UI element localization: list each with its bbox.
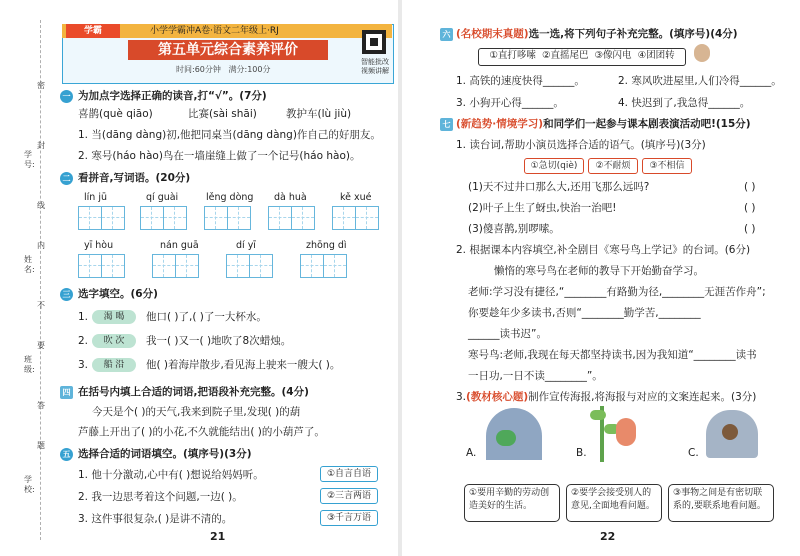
pinyin-label: qí guài <box>146 192 179 203</box>
section-number: 四 <box>60 386 73 399</box>
mood-option: ②不耐烦 <box>588 158 638 174</box>
write-box[interactable] <box>78 254 102 278</box>
pinyin-label: lín jū <box>84 192 107 203</box>
write-box[interactable] <box>101 206 125 230</box>
write-box[interactable] <box>332 206 356 230</box>
qr-caption: 智能批改 视频讲解 <box>361 58 389 75</box>
girl-icon <box>616 418 636 446</box>
mood-option: ③不相信 <box>642 158 692 174</box>
answer-paren: ( ) <box>744 202 756 214</box>
question-line: 2. 寒风吹进屋里,人们冷得______。 <box>618 75 782 87</box>
answer-paren: ( ) <box>744 223 756 235</box>
section-number: 一 <box>60 90 73 103</box>
write-box[interactable] <box>227 206 251 230</box>
dog-icon <box>694 44 710 62</box>
pinyin-label: kě xué <box>340 192 372 203</box>
write-box[interactable] <box>268 206 292 230</box>
seal-line <box>40 20 41 540</box>
qr-code-dot <box>370 38 378 46</box>
sub-question: 2. 根据课本内容填空,补全剧目《寒号鸟上学记》的台词。(6分) <box>456 244 751 256</box>
dialogue-line: (2)叶子上生了蚜虫,快治一治吧! <box>468 202 617 214</box>
question-line: 3. 这件事很复杂,( )是讲不清的。 <box>78 513 233 525</box>
section-title: (新趋势·情境学习)和同学们一起参与课本剧表演活动吧!(15分) <box>456 118 751 130</box>
word-item: 比赛(sài shāi) <box>188 108 257 120</box>
paragraph-line: ______读书迟”。 <box>468 328 547 340</box>
word-option: ②三言两语 <box>320 488 378 504</box>
section-number: 二 <box>60 172 73 185</box>
sidebar-school-label: 学校: <box>24 475 35 494</box>
write-box[interactable] <box>78 206 102 230</box>
pinyin-label: nán guā <box>160 240 199 251</box>
dialogue-line: (3)傻喜鹊,别啰嗦。 <box>468 223 560 235</box>
paragraph-line: 一日功,一日不读________”。 <box>468 370 603 382</box>
write-box[interactable] <box>355 206 379 230</box>
sub-question-3: 3.(教材核心题)制作宣传海报,将海报与对应的文案连起来。(3分) <box>456 391 757 403</box>
question-line: 2. 我一边思考着这个问题,一边( )。 <box>78 491 243 503</box>
seal-mark: 密 <box>37 81 45 90</box>
caption-box: ③事物之间是有密切联系的,要联系地看问题。 <box>668 484 774 522</box>
question-line: 他( )着海岸散步,看见海上驶来一艘大( )。 <box>146 359 341 371</box>
page-number-right: 22 <box>600 530 616 543</box>
image-label: B. <box>576 447 587 459</box>
options-bar: ①直打哆嗦 ②直摇尾巴 ③像闪电 ④团团转 <box>478 48 686 66</box>
write-box[interactable] <box>226 254 250 278</box>
section-title: 为加点字选择正确的读音,打“√”。(7分) <box>78 90 267 102</box>
sidebar-id-label: 学号: <box>24 150 35 169</box>
section-number: 五 <box>60 448 73 461</box>
question-line: 1. 他十分激动,心中有( )想说给妈妈听。 <box>78 469 264 481</box>
seal-mark: 线 <box>37 201 45 210</box>
time-info: 时间:60分钟 满分:100分 <box>176 65 271 74</box>
page-spine <box>398 0 402 556</box>
sub-question: 1. 读台词,帮助小演员选择合适的语气。(填序号)(3分) <box>456 139 706 151</box>
bird-icon <box>722 424 738 440</box>
page-title: 第五单元综合素养评价 <box>128 40 328 60</box>
section-title: 选择合适的词语填空。(填序号)(3分) <box>78 448 252 460</box>
pinyin-label: yī hòu <box>84 240 114 251</box>
write-box[interactable] <box>163 206 187 230</box>
section-title: 选字填空。(6分) <box>78 288 158 300</box>
char-options: 吹 次 <box>92 334 136 348</box>
page-number-left: 21 <box>210 530 226 543</box>
sidebar-name-label: 姓名: <box>24 255 35 274</box>
pinyin-label: dí yī <box>236 240 256 251</box>
write-box[interactable] <box>101 254 125 278</box>
word-item: 喜鹊(què qiāo) <box>78 108 153 120</box>
seal-mark: 答 <box>37 401 45 410</box>
question-number: 3. <box>78 359 89 371</box>
question-line: 4. 快迟到了,我急得______。 <box>618 97 751 109</box>
paragraph-line: 芦藤上开出了( )的小花,不久就能结出( )的小葫芦了。 <box>78 426 325 438</box>
question-line: 2. 寒号(háo hào)鸟在一墙崖缝上做了一个记号(háo hào)。 <box>78 150 361 162</box>
series-title: 小学学霸冲A卷·语文二年级上·RJ <box>150 26 279 36</box>
paragraph-line: 你要趁年少多读书,否则“________勤学苦,________ <box>468 307 701 319</box>
write-box[interactable] <box>175 254 199 278</box>
paragraph-line: 寒号鸟:老师,我现在每天都坚持读书,因为我知道“________读书 <box>468 349 757 361</box>
frog-icon <box>496 430 516 446</box>
word-option: ③千言万语 <box>320 510 378 526</box>
section-number: 三 <box>60 288 73 301</box>
section-title: 在括号内填上合适的词语,把语段补充完整。(4分) <box>78 386 309 398</box>
char-options: 渴 喝 <box>92 310 136 324</box>
write-box[interactable] <box>140 206 164 230</box>
section-number: 六 <box>440 28 453 41</box>
word-option: ①自言自语 <box>320 466 378 482</box>
section-title: 看拼音,写词语。(20分) <box>78 172 191 184</box>
paragraph-line: 老师:学习没有捷径,“________有路勤为径,________无涯苦作舟”; <box>468 286 766 298</box>
dialogue-line: (1)天不过井口那么大,还用飞那么远吗? <box>468 181 650 193</box>
seal-mark: 封 <box>37 141 45 150</box>
section-title: (名校期末真题)选一选,将下列句子补充完整。(填序号)(4分) <box>456 28 738 40</box>
pinyin-label: zhōng dì <box>306 240 347 251</box>
write-box[interactable] <box>204 206 228 230</box>
char-options: 船 沿 <box>92 358 136 372</box>
write-box[interactable] <box>291 206 315 230</box>
paragraph-line: 懒惰的寒号鸟在老师的教导下开始勤奋学习。 <box>494 265 704 277</box>
brand-logo: 学霸 <box>66 24 120 38</box>
seal-mark: 要 <box>37 341 45 350</box>
question-line: 1. 当(dāng dàng)初,他把同桌当(dāng dàng)作自己的好朋友。 <box>78 129 381 141</box>
seal-mark: 内 <box>37 241 45 250</box>
word-item: 教护车(lù jiù) <box>286 108 352 120</box>
question-line: 3. 小狗开心得______。 <box>456 97 564 109</box>
question-number: 1. <box>78 311 89 323</box>
question-line: 他口( )了,( )了一大杯水。 <box>146 311 267 323</box>
write-box[interactable] <box>152 254 176 278</box>
question-number: 2. <box>78 335 89 347</box>
question-line: 1. 高铁的速度快得______。 <box>456 75 585 87</box>
caption-box: ①要用辛勤的劳动创造美好的生活。 <box>464 484 560 522</box>
seal-mark: 题 <box>37 441 45 450</box>
image-label: A. <box>466 447 477 459</box>
paragraph-line: 今天是个( )的天气,我来到院子里,发现( )的葫 <box>92 406 301 418</box>
sidebar-class-label: 班级: <box>24 355 35 374</box>
image-label: C. <box>688 447 699 459</box>
write-box[interactable] <box>323 254 347 278</box>
mood-option: ①急切(qiè) <box>524 158 584 174</box>
leaf-icon <box>590 410 606 420</box>
write-box[interactable] <box>300 254 324 278</box>
pinyin-label: dà huà <box>274 192 307 203</box>
section-number: 七 <box>440 118 453 131</box>
question-line: 我一( )又一( )地吹了8次蜡烛。 <box>146 335 292 347</box>
pinyin-label: lěng dòng <box>206 192 254 203</box>
caption-box: ②要学会接受别人的意见,全面地看问题。 <box>566 484 662 522</box>
write-box[interactable] <box>249 254 273 278</box>
seal-mark: 不 <box>37 301 45 310</box>
answer-paren: ( ) <box>744 181 756 193</box>
